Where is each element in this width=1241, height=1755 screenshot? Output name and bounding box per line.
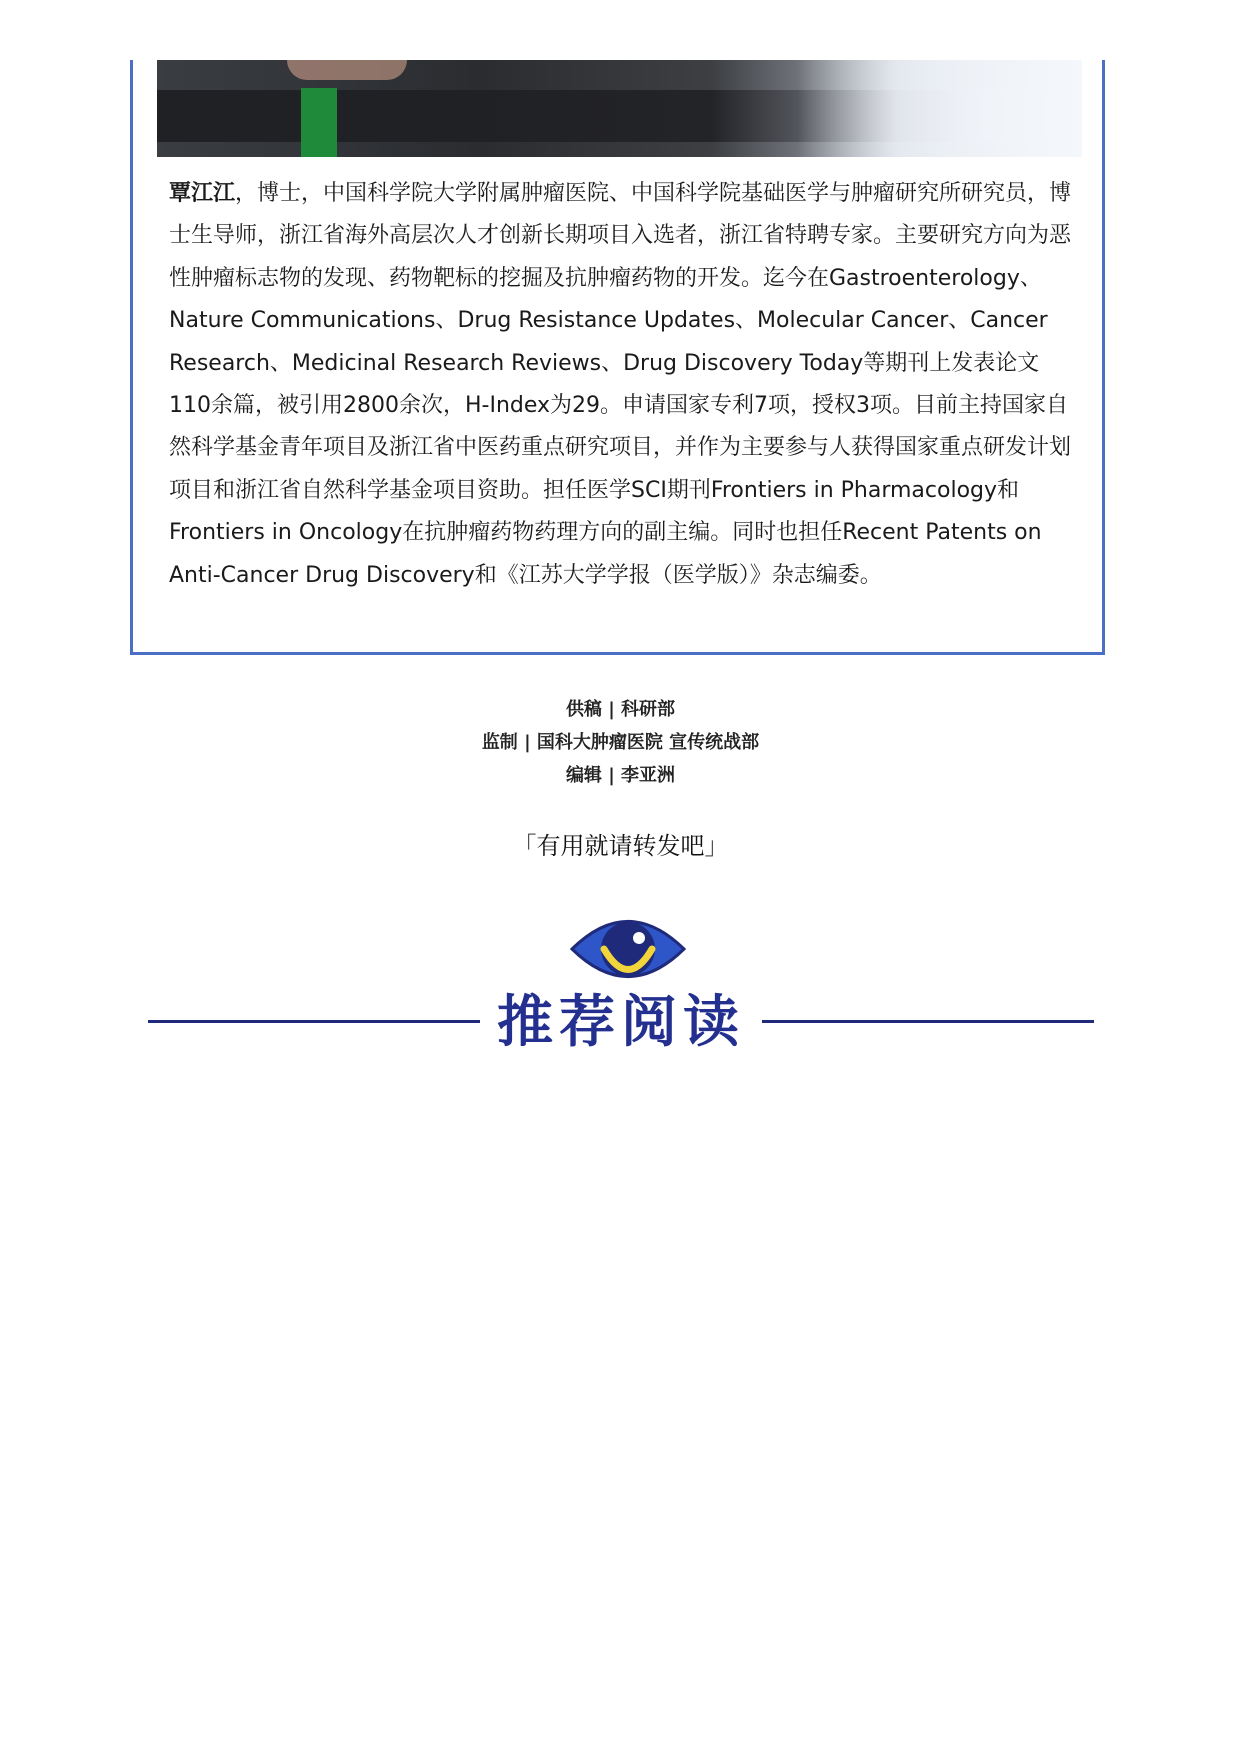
bio-name: 覃江江 [169,181,236,206]
bio-paragraph [169,173,1079,597]
eye-icon [568,908,688,990]
credits-block [0,693,1241,792]
recommended-reading-title: 推荐阅读 [497,990,745,1055]
portrait-photo [157,60,1082,157]
bio-card [130,60,1105,655]
divider-right [762,1020,1094,1023]
credit-contributor: 供稿 | 科研部 [565,699,676,720]
bio-body: ，博士，中国科学院大学附属肿瘤医院、中国科学院基础医学与肿瘤研究所研究员，博士生导师，浙江省海外高层次人才创新长期项目入选者，浙江省特聘专家。主要研究方向为恶性肿瘤标志物的发现、药物靶标的挖掘及抗肿瘤药物的开发。迄今在Gastroenterology、Nature Communications、Drug Resistance Updates、Molecular Cancer、Cancer Research、Medicinal Research Reviews、Drug Discovery Today等期刊上发表论文110余篇，被引用2800余次，H-Index为29。申请国家专利7项，授权3项。目前主持国家自然科学基金青年项目及浙江省中医药重点研究项目，并作为主要参与人获得国家重点研发计划项目和浙江省自然科学基金项目资助。担任医学SCI期刊Frontiers in Pharmacology和Frontiers in Oncology在抗肿瘤药物药理方向的副主编。同时也担任Recent Patents on Anti-Cancer Drug Discovery和《江苏大学学报（医学版）》杂志编委。 [169,181,1072,588]
share-slogan: 「有用就请转发吧」 [512,832,729,860]
credit-editor: 编辑 | 李亚洲 [565,765,676,786]
divider-left [148,1020,480,1023]
credit-supervisor: 监制 | 国科大肿瘤医院 宣传统战部 [481,732,760,753]
